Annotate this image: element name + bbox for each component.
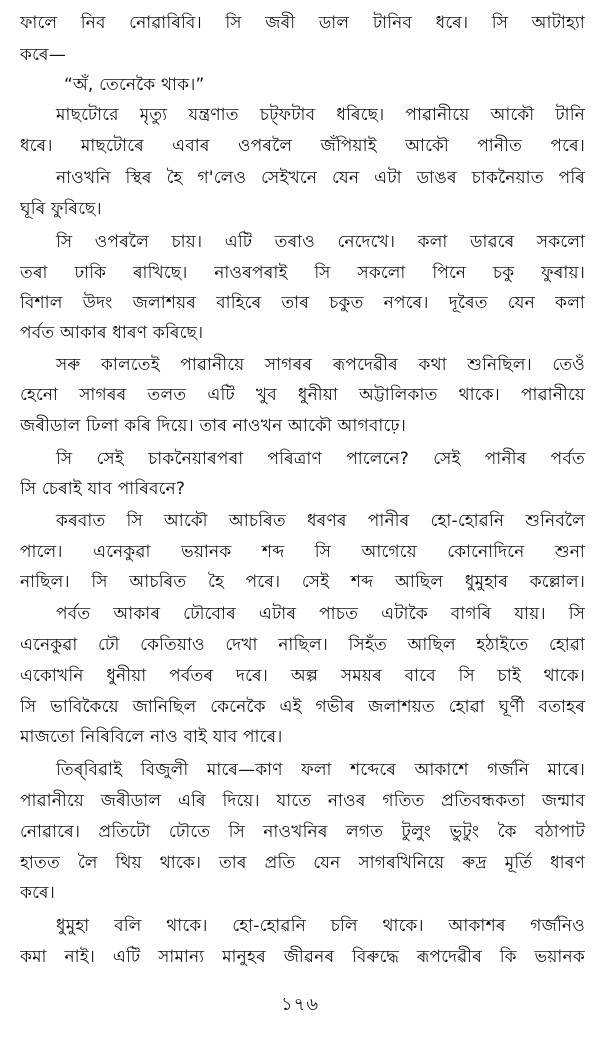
- text-line-7: ঘূৰি ফুৰিছে।: [20, 199, 102, 219]
- text-line-31: কমা নাই। এটি সামান্য মানুহৰ জীৱনৰ বিৰুদ্ধে ৰূপদেৱীৰ কি ভয়ানক: [20, 947, 585, 967]
- text-line-11: পৰ্বত আকাৰ ধাৰণ কৰিছে।: [20, 323, 204, 343]
- text-line-22: একোখনি ধুনীয়া পৰ্বতৰ দৰে। অল্প সময়ৰ বাবে সি চাই থাকে।: [20, 666, 585, 686]
- text-line-27: নোৱাৰে। প্ৰতিটো ঢৌতে সি নাওখনিৰ লগত টুলুং ভুটুং কৈ বঠাপাট: [20, 822, 585, 842]
- text-line-1: ফালে নিব নোৱাৰিবি। সি জৰী ডাল টানিব ধৰে। সি আটাহ্যা: [20, 13, 585, 33]
- text-line-12: সৰু কালতেই পাৱানীয়ে সাগৰৰ ৰূপদেৱীৰ কথা শুনিছিল। তেওঁ: [56, 355, 585, 375]
- text-line-10: বিশাল উদং জলাশয়ৰ বাহিৰে তাৰ চকুত নপৰে। দূৰৈত যেন কলা: [20, 293, 585, 313]
- text-line-6: নাওখনি স্থিৰ হৈ গ'লেও সেইখনে যেন এটা ডাঙৰ চাকনৈয়াত পৰি: [56, 168, 585, 188]
- text-line-9: তৰা ঢাকি ৰাখিছে। নাওৰপৰাই সি সকলো পিনে চকু ফুৰায়।: [20, 263, 585, 283]
- text-line-14: জৰীডাল ঢিলা কৰি দিয়ে। তাৰ নাওখন আকৌ আগবাঢ়ে।: [20, 416, 407, 436]
- text-line-17: কৰবাত সি আকৌ আচৰিত ধৰণৰ পানীৰ হো-হোৱনি শুনিবলৈ: [56, 511, 585, 531]
- text-line-15: সি সেই চাকনৈয়াৰপৰা পৰিত্ৰাণ পালেনে? সেই পানীৰ পৰ্বত: [56, 449, 585, 469]
- text-line-19: নাছিল। সি আচৰিত হৈ পৰে। সেই শব্দ আছিল ধুমুহাৰ কল্লোল।: [20, 572, 585, 592]
- text-line-23: সি ভাবিকৈয়ে জানিছিল কেনেকৈ এই গভীৰ জলাশয়ত হোৱা ঘূৰ্ণী বতাহৰ: [20, 697, 585, 717]
- text-line-18: পালে। এনেকুৱা ভয়ানক শব্দ সি আগেয়ে কোনোদিনে শুনা: [20, 542, 585, 562]
- text-line-20: পৰ্বত আকাৰ ঢৌবোৰ এটাৰ পাচত এটাকৈ বাগৰি যায়। সি: [56, 604, 585, 624]
- text-line-28: হাতত লৈ থিয় থাকে। তাৰ প্ৰতি যেন সাগৰখিনিয়ে ৰুদ্ৰ মূৰ্তি ধাৰণ: [20, 853, 585, 873]
- text-line-24: মাজতো নিৰিবিলে নাও বাই যাব পাৰে।: [20, 727, 283, 747]
- text-line-30: ধুমুহা বলি থাকে। হো-হোৱনি চলি থাকে। আকাশৰ গৰ্জনিও: [56, 916, 585, 936]
- page-number: ১৭৬: [280, 994, 320, 1015]
- text-line-21: এনেকুৱা ঢৌ কেতিয়াও দেখা নাছিল। সিহঁত আছিল হঠাইতে হোৱা: [20, 635, 585, 655]
- text-line-5: ধৰে। মাছটোৰে এবাৰ ওপৰলৈ জঁপিয়াই আকৌ পানীত পৰে।: [20, 136, 585, 156]
- text-line-2: কৰে—: [20, 45, 66, 65]
- quoted-speech: “অঁ, তেনেকৈ থাক।”: [64, 75, 205, 95]
- text-line-13: হেনো সাগৰৰ তলত এটি খুব ধুনীয়া অট্টালিকাত থাকে। পাৱানীয়ে: [20, 385, 585, 405]
- text-line-8: সি ওপৰলৈ চায়। এটি তৰাও নেদেখে। কলা ডাৱৰে সকলো: [56, 232, 585, 252]
- text-line-16: সি চেৰাই যাব পাৰিবনে?: [20, 479, 186, 499]
- text-line-25: তিৰ্‌বিৱাই বিজুলী মাৰে—কাণ ফলা শব্দেৰে আকাশে গৰ্জনি মাৰে।: [56, 760, 585, 780]
- text-line-29: কৰে।: [20, 883, 55, 903]
- text-line-26: পাৱানীয়ে জৰীডাল এৰি দিয়ে। যাতে নাওৰ গতিত প্ৰতিবন্ধকতা জন্মাব: [20, 791, 585, 811]
- text-line-4: মাছটোরে মৃত্যু যন্ত্ৰণাত চট্‌ফটাব ধৰিছে। পাৱানীয়ে আকৌ টানি: [56, 105, 585, 125]
